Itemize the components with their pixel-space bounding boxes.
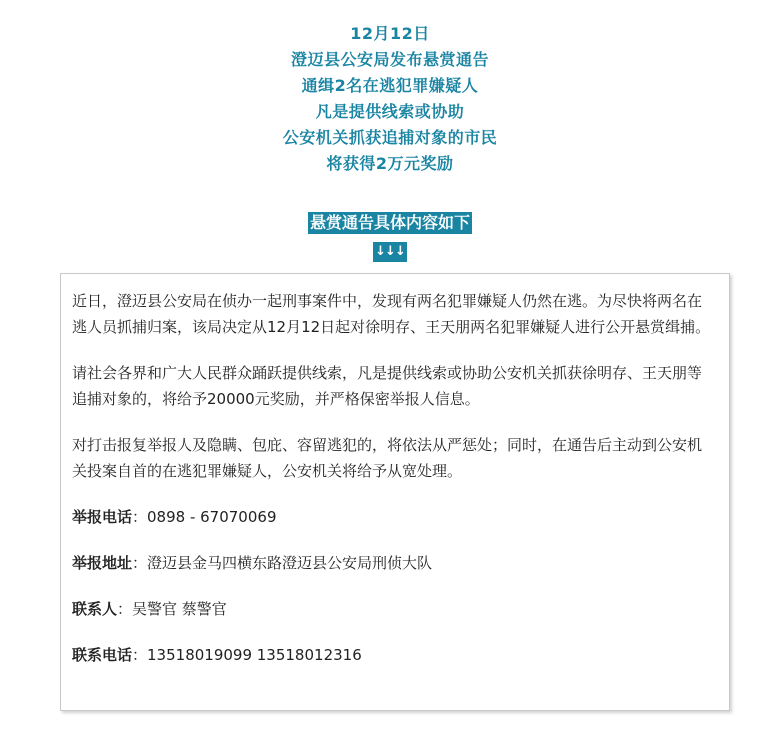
contact-phone-label: 联系电话: [72, 646, 133, 664]
report-phone-value: ：0898 - 67070069: [132, 508, 277, 526]
notice-paragraph-1: 近日，澄迈县公安局在侦办一起刑事案件中，发现有两名犯罪嫌疑人仍然在逃。为尽快将两名在逃人员抓捕归案，该局决定从12月12日起对徐明存、王天朋两名犯罪嫌疑人进行公开悬赏缉捕。: [72, 292, 711, 336]
report-address-line: [72, 550, 715, 576]
contact-phone-value: ：13518019099 13518012316: [132, 646, 362, 664]
notice-box: [60, 273, 730, 711]
contact-person-line: [72, 596, 715, 622]
notice-paragraph-3: 对打击报复举报人及隐瞒、包庇、容留逃犯的，将依法从严惩处；同时，在通告后主动到公安机关投案自首的在逃犯罪嫌疑人，公安机关将给予从宽处理。: [72, 436, 703, 480]
headline-subtitle: 通缉2名在逃犯罪嫌疑人: [301, 76, 479, 95]
callout-row: [0, 212, 765, 234]
report-phone-line: [72, 504, 715, 530]
callout-highlight: 悬赏通告具体内容如下: [309, 213, 470, 232]
report-phone-label: 举报电话: [72, 508, 133, 526]
report-address-label: 举报地址: [72, 554, 133, 572]
headline-line-4: 凡是提供线索或协助: [315, 102, 465, 121]
arrows-row: [0, 240, 765, 262]
contact-phone-line: [72, 642, 715, 668]
notice-paragraph-2: 请社会各界和广大人民群众踊跃提供线索，凡是提供线索或协助公安机关抓获徐明存、王天朋等追捕对象的，将给予20000元奖励，并严格保密举报人信息。: [72, 364, 703, 408]
headline-reward: 将获得2万元奖励: [326, 154, 454, 173]
contact-person-label: 联系人: [72, 600, 118, 618]
headline-line-5: 公安机关抓获追捕对象的市民: [282, 128, 498, 147]
contact-person-value: ：吴警官 蔡警官: [117, 600, 227, 618]
down-arrows-icon: ↓↓↓: [373, 242, 407, 262]
headline-block: [0, 21, 765, 177]
headline-title: 澄迈县公安局发布悬赏通告: [290, 50, 489, 69]
report-address-value: ：澄迈县金马四横东路澄迈县公安局刑侦大队: [132, 554, 433, 572]
headline-date: 12月12日: [350, 24, 430, 43]
